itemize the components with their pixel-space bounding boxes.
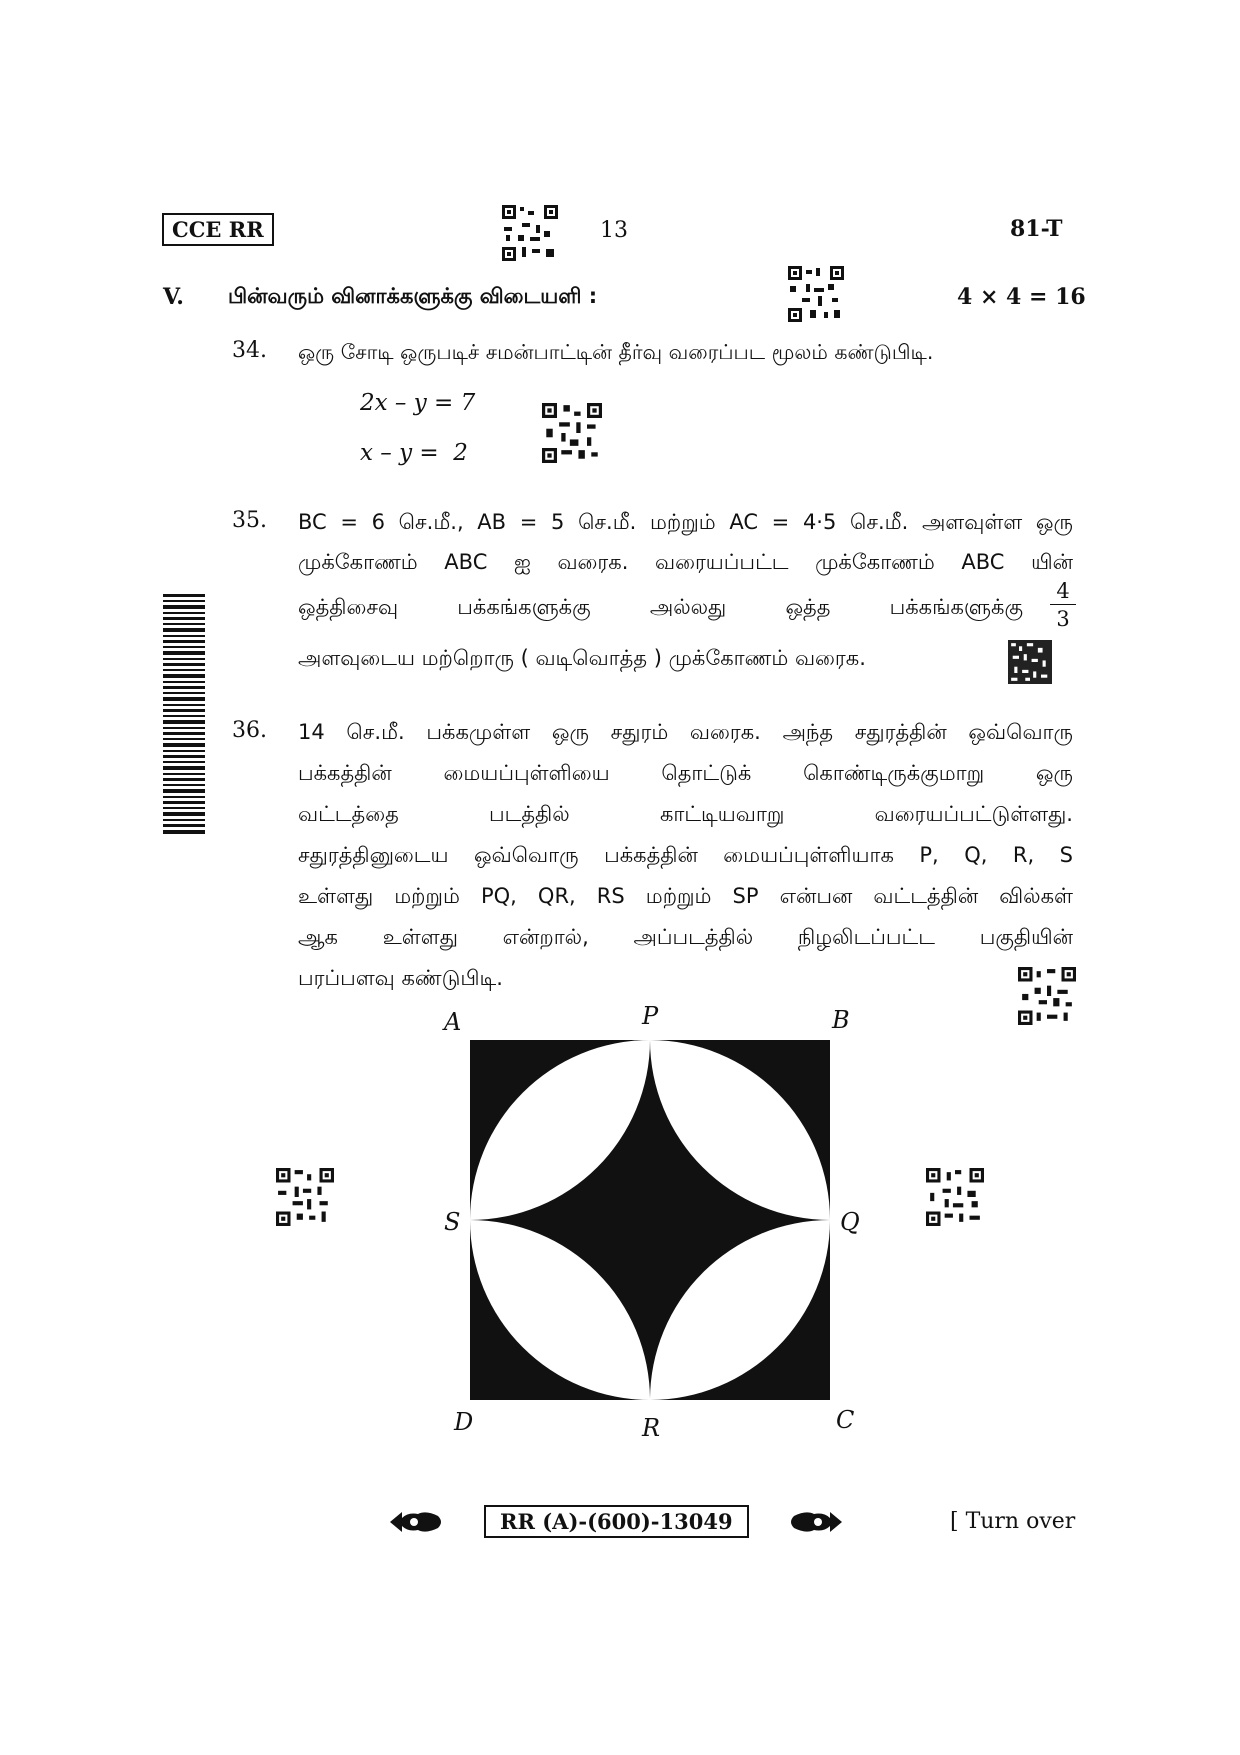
- turn-over: [ Turn over: [950, 1509, 1076, 1534]
- q35-fraction: [1050, 578, 1076, 633]
- qr-code-q34: [542, 403, 602, 463]
- qr-code-icon: [276, 1168, 334, 1226]
- q36-line-4: சதுரத்தினுடைய ஒவ்வொரு பக்கத்தின் மையப்புள்ளியாக P, Q, R, S: [298, 843, 1073, 867]
- q34-text: ஒரு சோடி ஒருபடிச் சமன்பாட்டின் தீர்வு வரைப்பட மூலம் கண்டுபிடி.: [298, 340, 934, 364]
- q35-line-4: அளவுடைய மற்றொரு ( வடிவொத்த ) முக்கோணம் வரைக.: [298, 646, 866, 670]
- q35-number: 35.: [232, 508, 267, 533]
- label-c: C: [836, 1406, 855, 1434]
- q36-number: 36.: [232, 718, 267, 743]
- q36-line-1: 14 செ.மீ. பக்கமுள்ள ஒரு சதுரம் வரைக. அந்த சதுரத்தின் ஒவ்வொரு: [298, 720, 1073, 744]
- footer-ornament-right: [788, 1508, 844, 1536]
- q36-line-3: வட்டத்தை படத்தில் காட்டியவாறு வரையப்பட்டுள்ளது.: [298, 802, 1073, 826]
- q34-equation-1: 2x – y = 7: [360, 390, 476, 416]
- qr-code-icon: [542, 403, 602, 463]
- q36-line-6: ஆக உள்ளது என்றால், அப்படத்தில் நிழலிடப்பட்ட பகுதியின்: [298, 925, 1073, 949]
- barcode: [163, 594, 205, 834]
- q35-line-2: முக்கோணம் ABC ஐ வரைக. வரையப்பட்ட முக்கோணம் ABC யின்: [298, 550, 1073, 574]
- q35-line-1: BC = 6 செ.மீ., AB = 5 செ.மீ. மற்றும் AC = 4·5 செ.மீ. அளவுள்ள ஒரு: [298, 510, 1073, 534]
- label-d: D: [454, 1408, 474, 1436]
- label-q: Q: [840, 1208, 860, 1236]
- label-s: S: [444, 1208, 461, 1236]
- page-number: 13: [600, 218, 628, 243]
- section-marks: 4 × 4 = 16: [957, 284, 1086, 310]
- qr-code-right-figure: [926, 1168, 984, 1226]
- label-r: R: [642, 1414, 661, 1440]
- qr-code-section: [788, 266, 844, 322]
- q36-line-2: பக்கத்தின் மையப்புள்ளியை தொட்டுக் கொண்டிருக்குமாறு ஒரு: [298, 761, 1073, 785]
- qr-code-icon: [1008, 640, 1052, 684]
- section-instruction: பின்வரும் வினாக்களுக்கு விடையளி :: [228, 284, 598, 308]
- qr-code-icon: [1018, 967, 1076, 1025]
- q35-line-3: ஒத்திசைவு பக்கங்களுக்கு அல்லது ஒத்த பக்கங்களுக்கு: [298, 595, 1023, 619]
- q34-number: 34.: [232, 338, 267, 363]
- qr-code-header: [502, 205, 558, 261]
- qr-code-q36: [1018, 967, 1076, 1025]
- label-a: A: [444, 1008, 462, 1036]
- qr-code-icon: [788, 266, 844, 322]
- ornament-icon: [788, 1508, 844, 1536]
- qr-code-q35: [1008, 640, 1052, 684]
- qr-code-icon: [502, 205, 558, 261]
- fraction-denominator: 3: [1056, 607, 1070, 631]
- label-p: P: [642, 1002, 659, 1030]
- paper-code: 81-T: [1010, 216, 1063, 242]
- square-circle-figure: [430, 1000, 870, 1440]
- qr-code-icon: [926, 1168, 984, 1226]
- barcode-icon: [163, 594, 205, 834]
- fraction-numerator: 4: [1050, 578, 1076, 605]
- q36-line-7: பரப்பளவு கண்டுபிடி.: [298, 966, 503, 990]
- ornament-icon: [388, 1508, 444, 1536]
- label-b: B: [832, 1006, 850, 1034]
- section-roman: V.: [163, 284, 184, 310]
- q34-equation-2: x – y = 2: [360, 440, 468, 466]
- footer-code: RR (A)-(600)-13049: [484, 1505, 749, 1538]
- header-box-label: CCE RR: [162, 213, 274, 246]
- qr-code-left-figure: [276, 1168, 334, 1226]
- q36-line-5: உள்ளது மற்றும் PQ, QR, RS மற்றும் SP என்பன வட்டத்தின் வில்கள்: [298, 884, 1073, 908]
- footer-ornament-left: [388, 1508, 444, 1536]
